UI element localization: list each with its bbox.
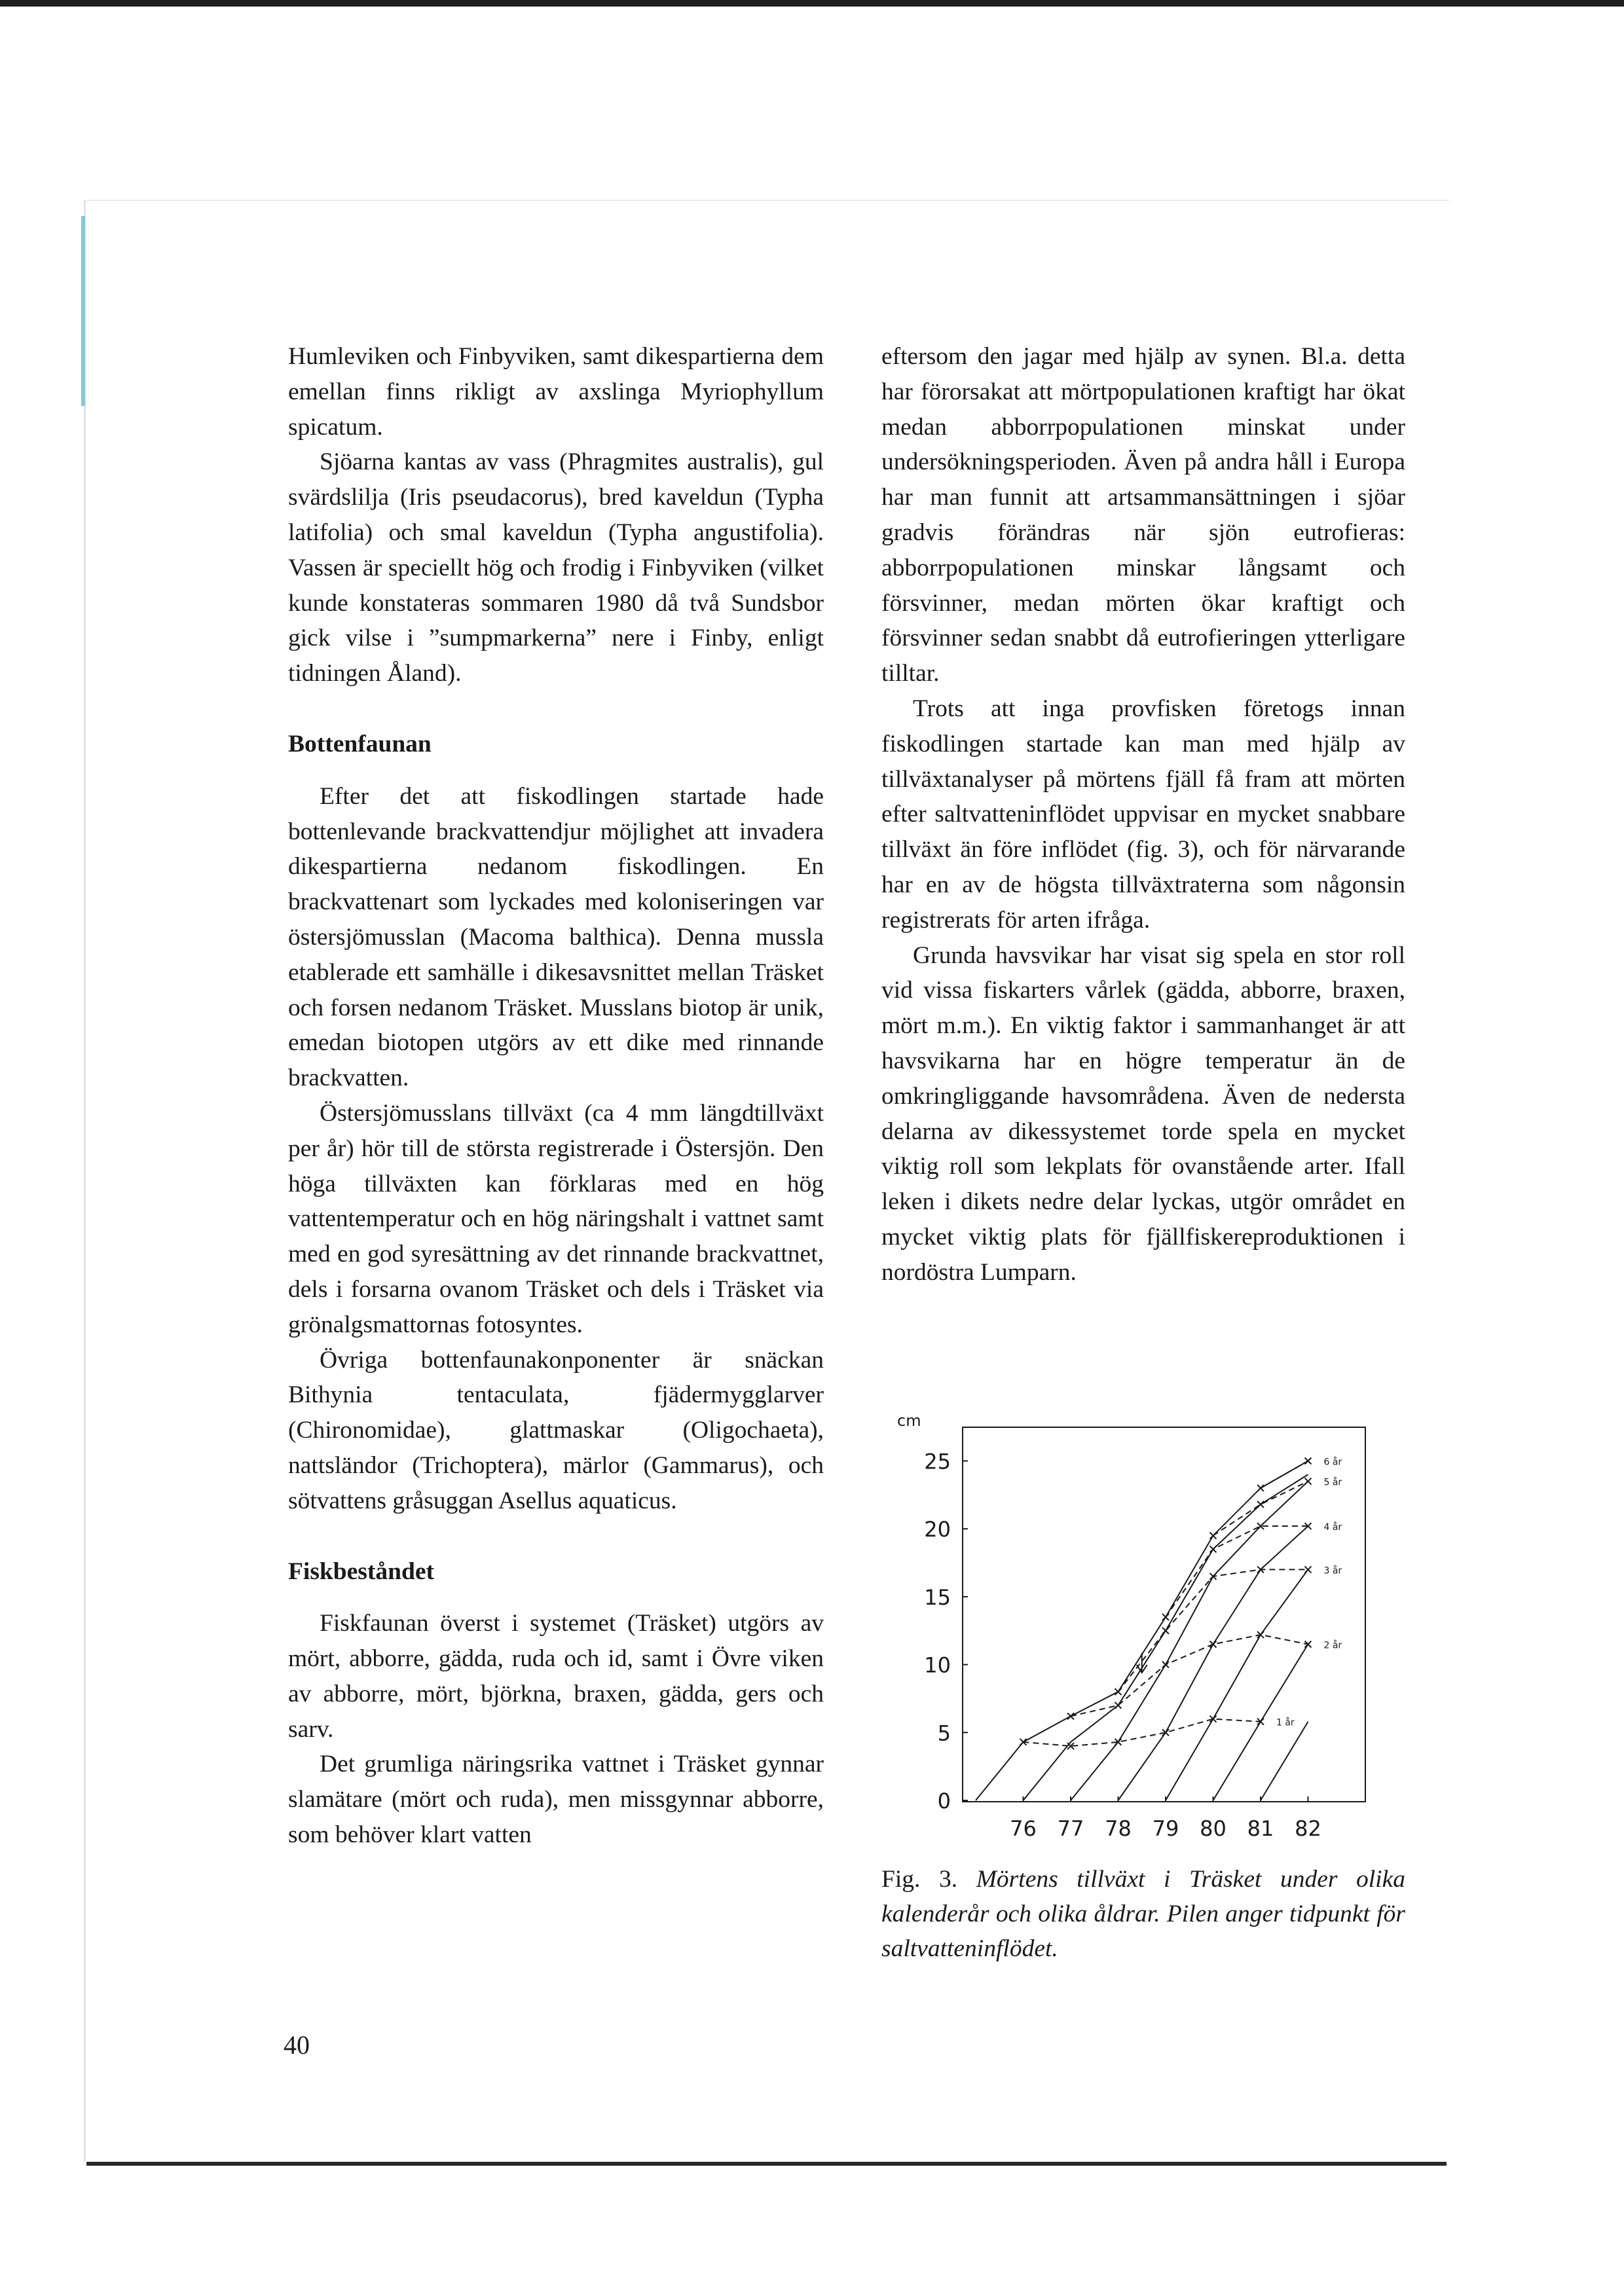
section-heading-bottenfaunan: Bottenfaunan — [288, 730, 432, 757]
section-heading-fiskbestandet: Fiskbeståndet — [288, 1558, 434, 1585]
y-axis-unit: cm — [897, 1414, 921, 1430]
series-label: 2 år — [1323, 1640, 1342, 1651]
paragraph: Grunda havsvikar har visat sig spela en stor roll vid vissa fiskarters vårlek (gädda, abborre, braxen, mört m.m.). En viktig faktor i sammanhanget är att havsvikarna har en högre temperatur än de omkringliggande havsområdena. Även de nedersta delarna av dikessystemet torde spela en mycket viktig roll som lekplats för ovanstående arter. Ifall leken i dikets nedre delar lyckas, utgör området en mycket viktig plats för fjällfiskereproduktionen i nordöstra Lumparn. — [881, 941, 1405, 1286]
paragraph: Trots att inga provfisken företogs innan fiskodlingen startade kan man med hjälp av tillväxtanalyser på mörtens fjäll få fram att mörten efter saltvatteninflödet uppvisar en mycket snabbare tillväxt än före inflödet (fig. 3), och för närvarande har en av de högsta tillväxtraterna som någonsin registrerats för arten ifråga. — [881, 695, 1405, 934]
data-point — [1305, 1478, 1312, 1485]
y-tick-label: 5 — [937, 1721, 951, 1746]
paragraph: Östersjömusslans tillväxt (ca 4 mm längdtillväxt per år) hör till de största registrerade i Östersjön. Den höga tillväxten kan förklaras med en hög vattentemperatur och en hög näringshalt i vattnet samt med en god syresättning av det rinnande brackvattnet, dels i forsarna ovanom Träsket och dels i Träsket via grönalgsmattornas fotosyntes. — [288, 1099, 824, 1338]
scanner-top-edge — [0, 0, 1624, 7]
y-tick-label: 25 — [924, 1449, 951, 1474]
cohort-line — [1166, 1569, 1308, 1800]
right-column — [881, 339, 1405, 1290]
age-series-line — [1213, 1482, 1308, 1536]
chart-series-lines — [1020, 1457, 1312, 1749]
cohort-line — [1261, 1722, 1308, 1800]
series-label: 5 år — [1323, 1477, 1342, 1488]
chart-cohort-lines — [976, 1461, 1308, 1800]
x-tick-label: 77 — [1057, 1816, 1084, 1841]
x-tick-label: 80 — [1200, 1816, 1227, 1841]
series-label: 3 år — [1323, 1565, 1342, 1576]
y-tick-label: 0 — [937, 1789, 951, 1813]
cohort-line — [976, 1461, 1308, 1800]
age-series-line — [1071, 1635, 1308, 1716]
page-number: 40 — [284, 2030, 310, 2060]
x-tick-label: 78 — [1105, 1816, 1132, 1841]
paragraph: Humleviken och Finbyviken, samt dikespartierna dem emellan finns rikligt av axslinga Myriophyllum spicatum. — [288, 343, 824, 441]
data-point — [1210, 1533, 1217, 1539]
paragraph: Det grumliga näringsrika vattnet i Träsket gynnar slamätare (mört och ruda), men missgynnar abborre, som behöver klart vatten — [288, 1751, 824, 1849]
paragraph: Sjöarna kantas av vass (Phragmites australis), gul svärdslilja (Iris pseudacorus), bred kaveldun (Typha latifolia) och smal kaveldun (Typha angustifolia). Vassen är speciellt hög och frodig i Finbyviken (vilket kunde konstateras sommaren 1980 då två Sundsbor gick vilse i ”sumpmarkerna” nere i Finby, enligt tidningen Åland). — [288, 448, 824, 687]
data-point — [1115, 1688, 1122, 1695]
series-label: 1 år — [1276, 1717, 1295, 1728]
age-series-line — [1118, 1569, 1308, 1692]
age-series-line — [1166, 1526, 1308, 1617]
data-point — [1257, 1501, 1264, 1508]
x-tick-label: 76 — [1010, 1816, 1037, 1841]
data-point — [1162, 1628, 1169, 1634]
cohort-line — [1118, 1526, 1308, 1800]
data-point — [1257, 1485, 1264, 1491]
data-point — [1162, 1662, 1169, 1668]
left-column — [288, 339, 824, 1853]
caption-text: Mörtens tillväxt i Träsket under olika kalenderår och olika åldrar. Pilen anger tidpunkt för saltvatteninflödet. — [881, 1866, 1405, 1962]
data-point — [1115, 1702, 1122, 1709]
y-tick-label: 10 — [924, 1652, 951, 1678]
caption-label: Fig. 3. — [881, 1866, 958, 1893]
page-edge-mark — [81, 216, 85, 406]
y-tick-label: 15 — [924, 1584, 951, 1610]
cohort-line — [1024, 1474, 1308, 1800]
growth-chart — [877, 1414, 1414, 1854]
data-point — [1210, 1546, 1217, 1552]
paragraph: Övriga bottenfaunakonponenter är snäckan Bithynia tentaculata, fjädermygglarver (Chironomidae), glattmaskar (Oligochaeta), nattsländor (Trichoptera), märlor (Gammarus), och sötvattens gråsuggan Asellus aquaticus. — [288, 1346, 824, 1514]
series-label: 6 år — [1323, 1457, 1342, 1468]
data-point — [1305, 1566, 1312, 1573]
chart-labels — [1137, 1456, 1342, 1728]
y-tick-label: 20 — [924, 1517, 951, 1542]
series-label: 4 år — [1323, 1522, 1342, 1533]
figure-caption — [881, 1862, 1405, 1966]
x-tick-label: 81 — [1247, 1816, 1274, 1841]
cohort-line — [1071, 1482, 1308, 1800]
x-tick-label: 79 — [1152, 1816, 1179, 1841]
data-point — [1305, 1457, 1312, 1464]
paragraph: Fiskfaunan överst i systemet (Träsket) utgörs av mört, abborre, gädda, ruda och id, samt i Övre viken av abborre, mört, björkna, braxen, gädda, gers och sarv. — [288, 1610, 824, 1743]
paragraph: Efter det att fiskodlingen startade hade bottenlevande brackvattendjur möjlighet att invadera dikespartierna nedanom fiskodlingen. En brackvattenart som lyckades med koloniseringen var östersjömusslan (Macoma balthica). Denna mussla etablerade ett samhälle i dikesavsnittet mellan Träsket och forsen nedanom Träsket. Musslans biotop är unik, emedan biotopen utgörs av ett dike med rinnande brackvatten. — [288, 782, 824, 1092]
paragraph: eftersom den jagar med hjälp av synen. Bl.a. detta har förorsakat att mörtpopulationen kraftigt har ökat medan abborrpopulationen minskat under undersökningsperioden. Även på andra håll i Europa har man funnit att artsammansättningen i sjöar gradvis förändras när sjön eutrofieras: abborrpopulationen minskar långsamt och försvinner, medan mörten ökar kraftigt och försvinner sedan snabbt då eutrofieringen ytterligare tilltar. — [881, 343, 1405, 687]
x-tick-label: 82 — [1295, 1816, 1321, 1841]
chart-axes — [897, 1414, 1321, 1841]
data-point — [1210, 1641, 1217, 1647]
data-point — [1162, 1614, 1169, 1620]
